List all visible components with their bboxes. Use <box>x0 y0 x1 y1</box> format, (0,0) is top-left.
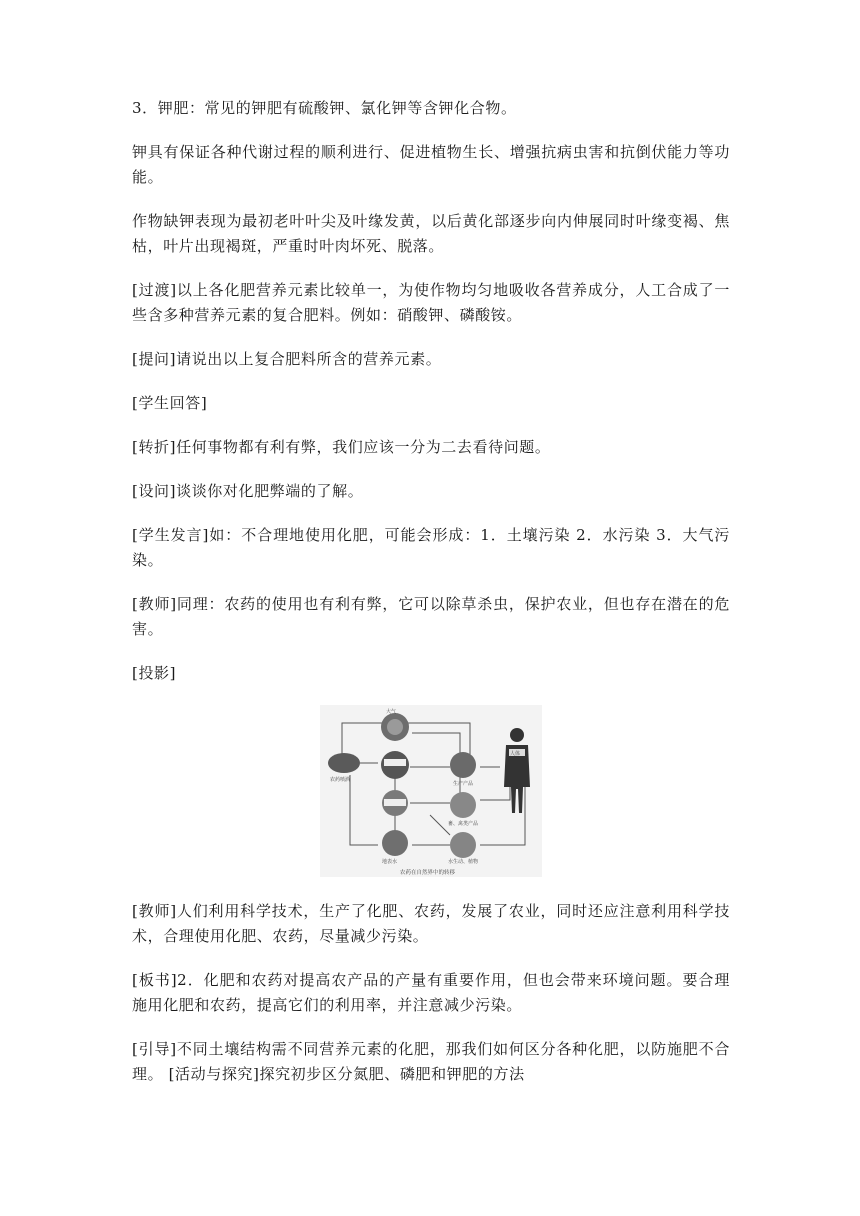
paragraph-turn: [转折]任何事物都有利有弊，我们应该一分为二去看待问题。 <box>132 438 551 456</box>
paragraph-student-answer: [学生回答] <box>132 394 208 412</box>
document-page <box>132 96 730 1106</box>
paragraph-transition: [过渡]以上各化肥营养元素比较单一，为使作物均匀地吸收各营养成分，人工合成了一些含多种营养元素的复合肥料。例如：硝酸钾、磷酸铵。 <box>132 281 730 324</box>
pesticide-transfer-diagram <box>320 705 542 877</box>
figure-caption: 农药在自然界中的转移 <box>400 870 456 876</box>
paragraph-potash: 3．钾肥：常见的钾肥有硫酸钾、氯化钾等含钾化合物。 <box>132 99 517 117</box>
paragraph-guide: [引导]不同土壤结构需不同营养元素的化肥，那我们如何区分各种化肥，以防施肥不合理。 [活动与探究]探究初步区分氮肥、磷肥和钾肥的方法 <box>132 1040 730 1083</box>
paragraph-teacher-technology: [教师]人们利用科学技术，生产了化肥、农药，发展了农业，同时还应注意利用科学技术，合理使用化肥、农药，尽量减少污染。 <box>132 902 730 945</box>
spray-label: 农药喷洒 <box>330 777 351 783</box>
paragraph-teacher-pesticide: [教师]同理：农药的使用也有利有弊，它可以除草杀虫，保护农业，但也存在潜在的危害。 <box>132 595 730 638</box>
water-label: 地表水 <box>382 859 398 865</box>
paragraph-student-speech: [学生发言]如：不合理地使用化肥，可能会形成：1．土壤污染 2．水污染 3．大气污染。 <box>132 526 730 569</box>
paragraph-question: [提问]请说出以上复合肥料所含的营养元素。 <box>132 350 442 368</box>
paragraph-potassium-function: 钾具有保证各种代谢过程的顺利进行、促进植物生长、增强抗病虫害和抗倒伏能力等功能。 <box>132 143 730 186</box>
pesticide-transfer-figure <box>320 705 542 877</box>
paragraph-blackboard: [板书]2．化肥和农药对提高农产品的产量有重要作用，但也会带来环境问题。要合理施用化肥和农药，提高它们的利用率，并注意减少污染。 <box>132 971 730 1014</box>
product-label: 生产产品 <box>453 781 474 787</box>
paragraph-projection: [投影] <box>132 664 177 682</box>
air-label: 大气 <box>386 709 397 715</box>
animal-label: 畜、禽类产品 <box>448 821 479 827</box>
paragraph-prompt: [设问]谈谈你对化肥弊端的了解。 <box>132 482 364 500</box>
person-label: 人体 <box>510 751 521 757</box>
paragraph-potassium-deficiency: 作物缺钾表现为最初老叶叶尖及叶缘发黄，以后黄化部逐步向内伸展同时叶缘变褐、焦枯，叶片出现褐斑，严重时叶肉坏死、脱落。 <box>132 212 730 255</box>
aquatic-label: 水生动、植物 <box>448 859 479 865</box>
